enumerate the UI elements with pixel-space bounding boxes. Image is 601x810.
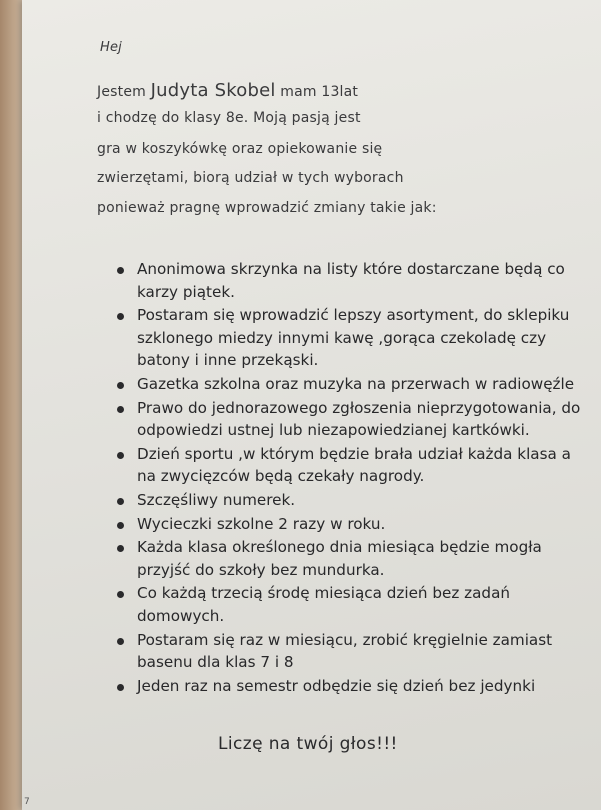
list-item: Szczęśliwy numerek. (117, 489, 587, 512)
corner-mark: 7 (24, 797, 30, 807)
intro-line-4: zwierzętami, biorą udział w tych wyborach (97, 170, 404, 186)
list-item: Prawo do jednorazowego zgłoszenia nieprzygotowania, do odpowiedzi ustnej lub niezapowiedzianej kartkówki. (117, 397, 587, 442)
list-item: Postaram się wprowadzić lepszy asortyment, do sklepiku szklonego miedzy innymi kawę ,gorąca czekoladę czy batony i inne przekąski. (117, 304, 587, 372)
intro-line-3: gra w koszykówkę oraz opiekowanie się (97, 141, 383, 157)
list-item: Wycieczki szkolne 2 razy w roku. (117, 513, 587, 536)
list-item: Każda klasa określonego dnia miesiąca będzie mogła przyjść do szkoły bez mundurka. (117, 536, 587, 581)
intro-line-5: ponieważ pragnę wprowadzić zmiany takie jak: (97, 200, 437, 216)
list-item: Anonimowa skrzynka na listy które dostarczane będą co karzy piątek. (117, 258, 587, 303)
intro-line-1 (97, 80, 358, 101)
greeting: Hej (100, 40, 122, 55)
list-item: Postaram się raz w miesiącu, zrobić kręgielnie zamiast basenu dla klas 7 i 8 (117, 629, 587, 674)
paper-sheet (22, 0, 601, 810)
intro-prefix: Jestem (97, 84, 151, 100)
promises-list (117, 258, 587, 698)
list-item: Co każdą trzecią środę miesiąca dzień bez zadań domowych. (117, 582, 587, 627)
list-item: Dzień sportu ,w którym będzie brała udział każda klasa a na zwycięzców będą czekały nagrody. (117, 443, 587, 488)
closing-line: Liczę na twój głos!!! (218, 734, 398, 754)
list-item: Jeden raz na semestr odbędzie się dzień bez jedynki (117, 675, 587, 698)
list-item: Gazetka szkolna oraz muzyka na przerwach w radiowęźle (117, 373, 587, 396)
candidate-name: Judyta Skobel (150, 80, 276, 101)
intro-age: mam 13lat (275, 84, 359, 100)
intro-line-2: i chodzę do klasy 8e. Moją pasją jest (97, 110, 361, 126)
